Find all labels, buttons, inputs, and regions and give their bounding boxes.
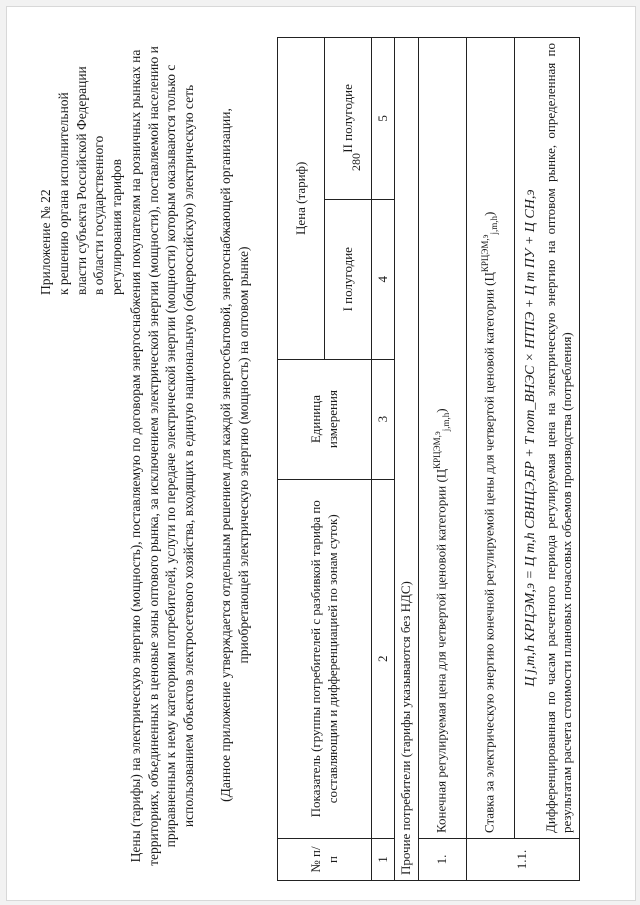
header-num: № п/п (278, 839, 372, 881)
table-row (514, 38, 579, 881)
formula-description: Дифференцированная по часам расчетного периода регулируемая цена на электрическую энергию на оптовом рынке, определенная по результатам расчета стоимости плановых почасовых объемов производства (потребления) (543, 43, 575, 834)
appendix-heading (37, 45, 126, 295)
appendix-line: власти субъекта Российской Федерации (73, 66, 89, 295)
appendix-line: Приложение № 22 (38, 189, 53, 295)
row-label: Конечная регулируемая цена для четвертой ценовой категории $(Ц^{КРЦЭМ,э}_{j,m,h})$ (418, 38, 466, 839)
page-number: 280 (349, 153, 363, 171)
colnum-cell: 5 (372, 38, 395, 200)
colnum-cell: 4 (372, 199, 395, 359)
table-row (418, 38, 466, 881)
appendix-line: регулирования тарифов (109, 158, 125, 295)
table-header-row (278, 38, 325, 881)
colnum-cell: 1 (372, 839, 395, 881)
tariff-formula: Ц j,m,h КРЦЭМ,э = Ц m,h СВНЦЭ,БР + T пот_ВНЭС × НТПЭ + Ц m ПУ + Ц СН,э (522, 189, 538, 687)
header-indicator: Показатель (группы потребителей с разбивкой тарифа по составляющим и дифференциацией по зонам суток) (278, 479, 372, 839)
formula-cell (514, 38, 579, 839)
row-label: Ставка за электрическую энергию конечной регулируемой цены для четвертой ценовой категории $(Ц^{КРЦЭМ,э}_{j,m,h})$ (466, 38, 514, 839)
document-page (6, 6, 636, 901)
section-other-consumers: Прочие потребители (тарифы указываются без НДС) (395, 38, 418, 881)
row-num: 1. (418, 839, 466, 881)
document-title: Цены (тарифы) на электрическую энергию (мощность), поставляемую по договорам энергоснабжения покупателям на розничных рынках на территориях, объединенных в ценовые зоны оптового рынка, за исключением электрической энергии (мощности), поставляемой населению и приравненным к нему категориям потребителей, услуги по передаче электрической энергии (мощности) которым оказываются только с использованием объектов электросетевого хозяйства, входящих в единую национальную (общероссийскую) электрическую сеть (128, 46, 196, 866)
header-unit: Единица измерения (278, 359, 372, 479)
document-note: (Данное приложение утверждается отдельным решением для каждой энергосбытовой, энергоснабжающей организации, приобретающей электрическую энергию (мощность) на оптовом рынке) (218, 108, 251, 802)
colnum-cell: 2 (372, 479, 395, 839)
header-half1: I полугодие (325, 199, 372, 359)
row-num: 1.1. (466, 839, 579, 881)
table-colnum-row (372, 38, 395, 881)
table-row (395, 38, 418, 881)
header-price: Цена (тариф) (278, 38, 325, 360)
header-half2: II полугодие (325, 38, 372, 200)
appendix-line: к решению органа исполнительной (55, 92, 71, 295)
tariff-table (277, 37, 580, 881)
appendix-line: в области государственного (91, 135, 107, 295)
rotated-content (29, 33, 589, 885)
table-row (466, 38, 514, 881)
colnum-cell: 3 (372, 359, 395, 479)
